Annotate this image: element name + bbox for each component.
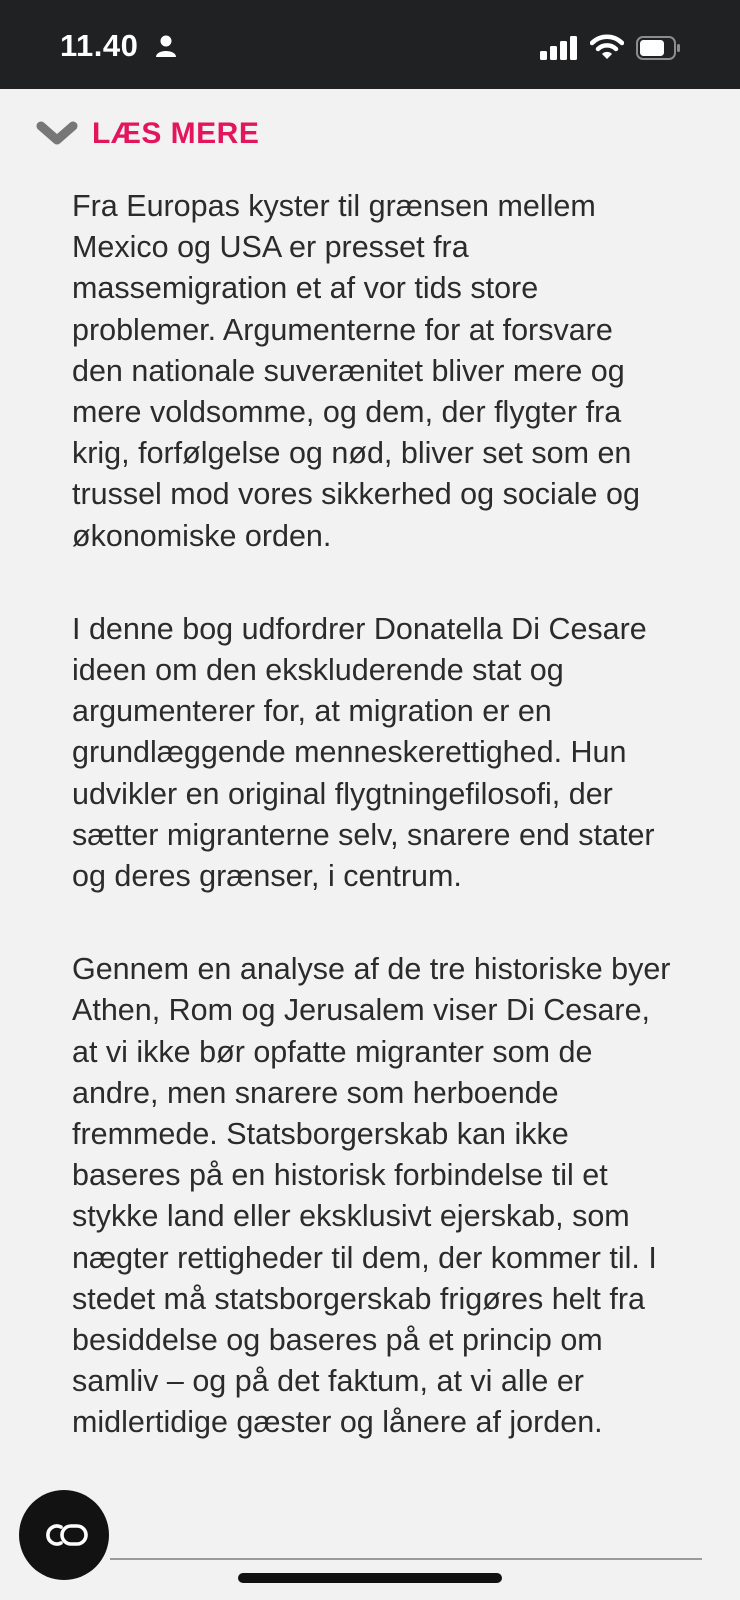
- person-icon: [156, 35, 176, 57]
- cellular-signal-icon: [540, 36, 578, 60]
- description-paragraph: Gennem en analyse af de tre historiske byer Athen, Rom og Jerusalem viser Di Cesare, at vi ikke bør opfatte migranter som de andre, men snarere som herboende fremmede. Statsborgerskab kan ikke baseres på en historisk forbindelse til et stykke land eller eksklusivt ejerskab, som nægter rettigheder til dem, der kommer til. I stedet må statsborgerskab frigøres helt fra besiddelse og baseres på et princip om samliv – og på det faktum, at vi alle er midlertidige gæster og lånere af jorden.: [72, 952, 671, 1440]
- divider: [110, 1558, 702, 1560]
- battery-icon: [636, 36, 680, 60]
- read-more-label: LÆS MERE: [92, 117, 260, 150]
- status-time: 11.40: [60, 28, 139, 63]
- home-indicator[interactable]: [238, 1573, 502, 1583]
- chevron-down-icon: [36, 118, 78, 150]
- read-more-toggle[interactable]: [36, 114, 259, 154]
- status-bar: [0, 0, 740, 89]
- description-paragraph: I denne bog udfordrer Donatella Di Cesare ideen om den ekskluderende stat og argumenterer for, at migration er en grundlæggende menneskerettighed. Hun udvikler en original flygtningefilosofi, der sætter migranterne selv, snarere end stater og deres grænser, i centrum.: [72, 611, 655, 894]
- co-logo-icon: [39, 1522, 89, 1548]
- wifi-icon: [590, 34, 624, 60]
- chat-floating-button[interactable]: [19, 1490, 109, 1580]
- description-paragraph: Fra Europas kyster til grænsen mellem Mexico og USA er presset fra massemigration et af vor tids store problemer. Argumenterne for at forsvare den nationale suverænitet bliver mere og mere voldsomme, og dem, der flygter fra krig, forfølgelse og nød, bliver set som en trussel mod vores sikkerhed og sociale og økonomiske orden.: [72, 189, 640, 553]
- book-description: [72, 186, 672, 1496]
